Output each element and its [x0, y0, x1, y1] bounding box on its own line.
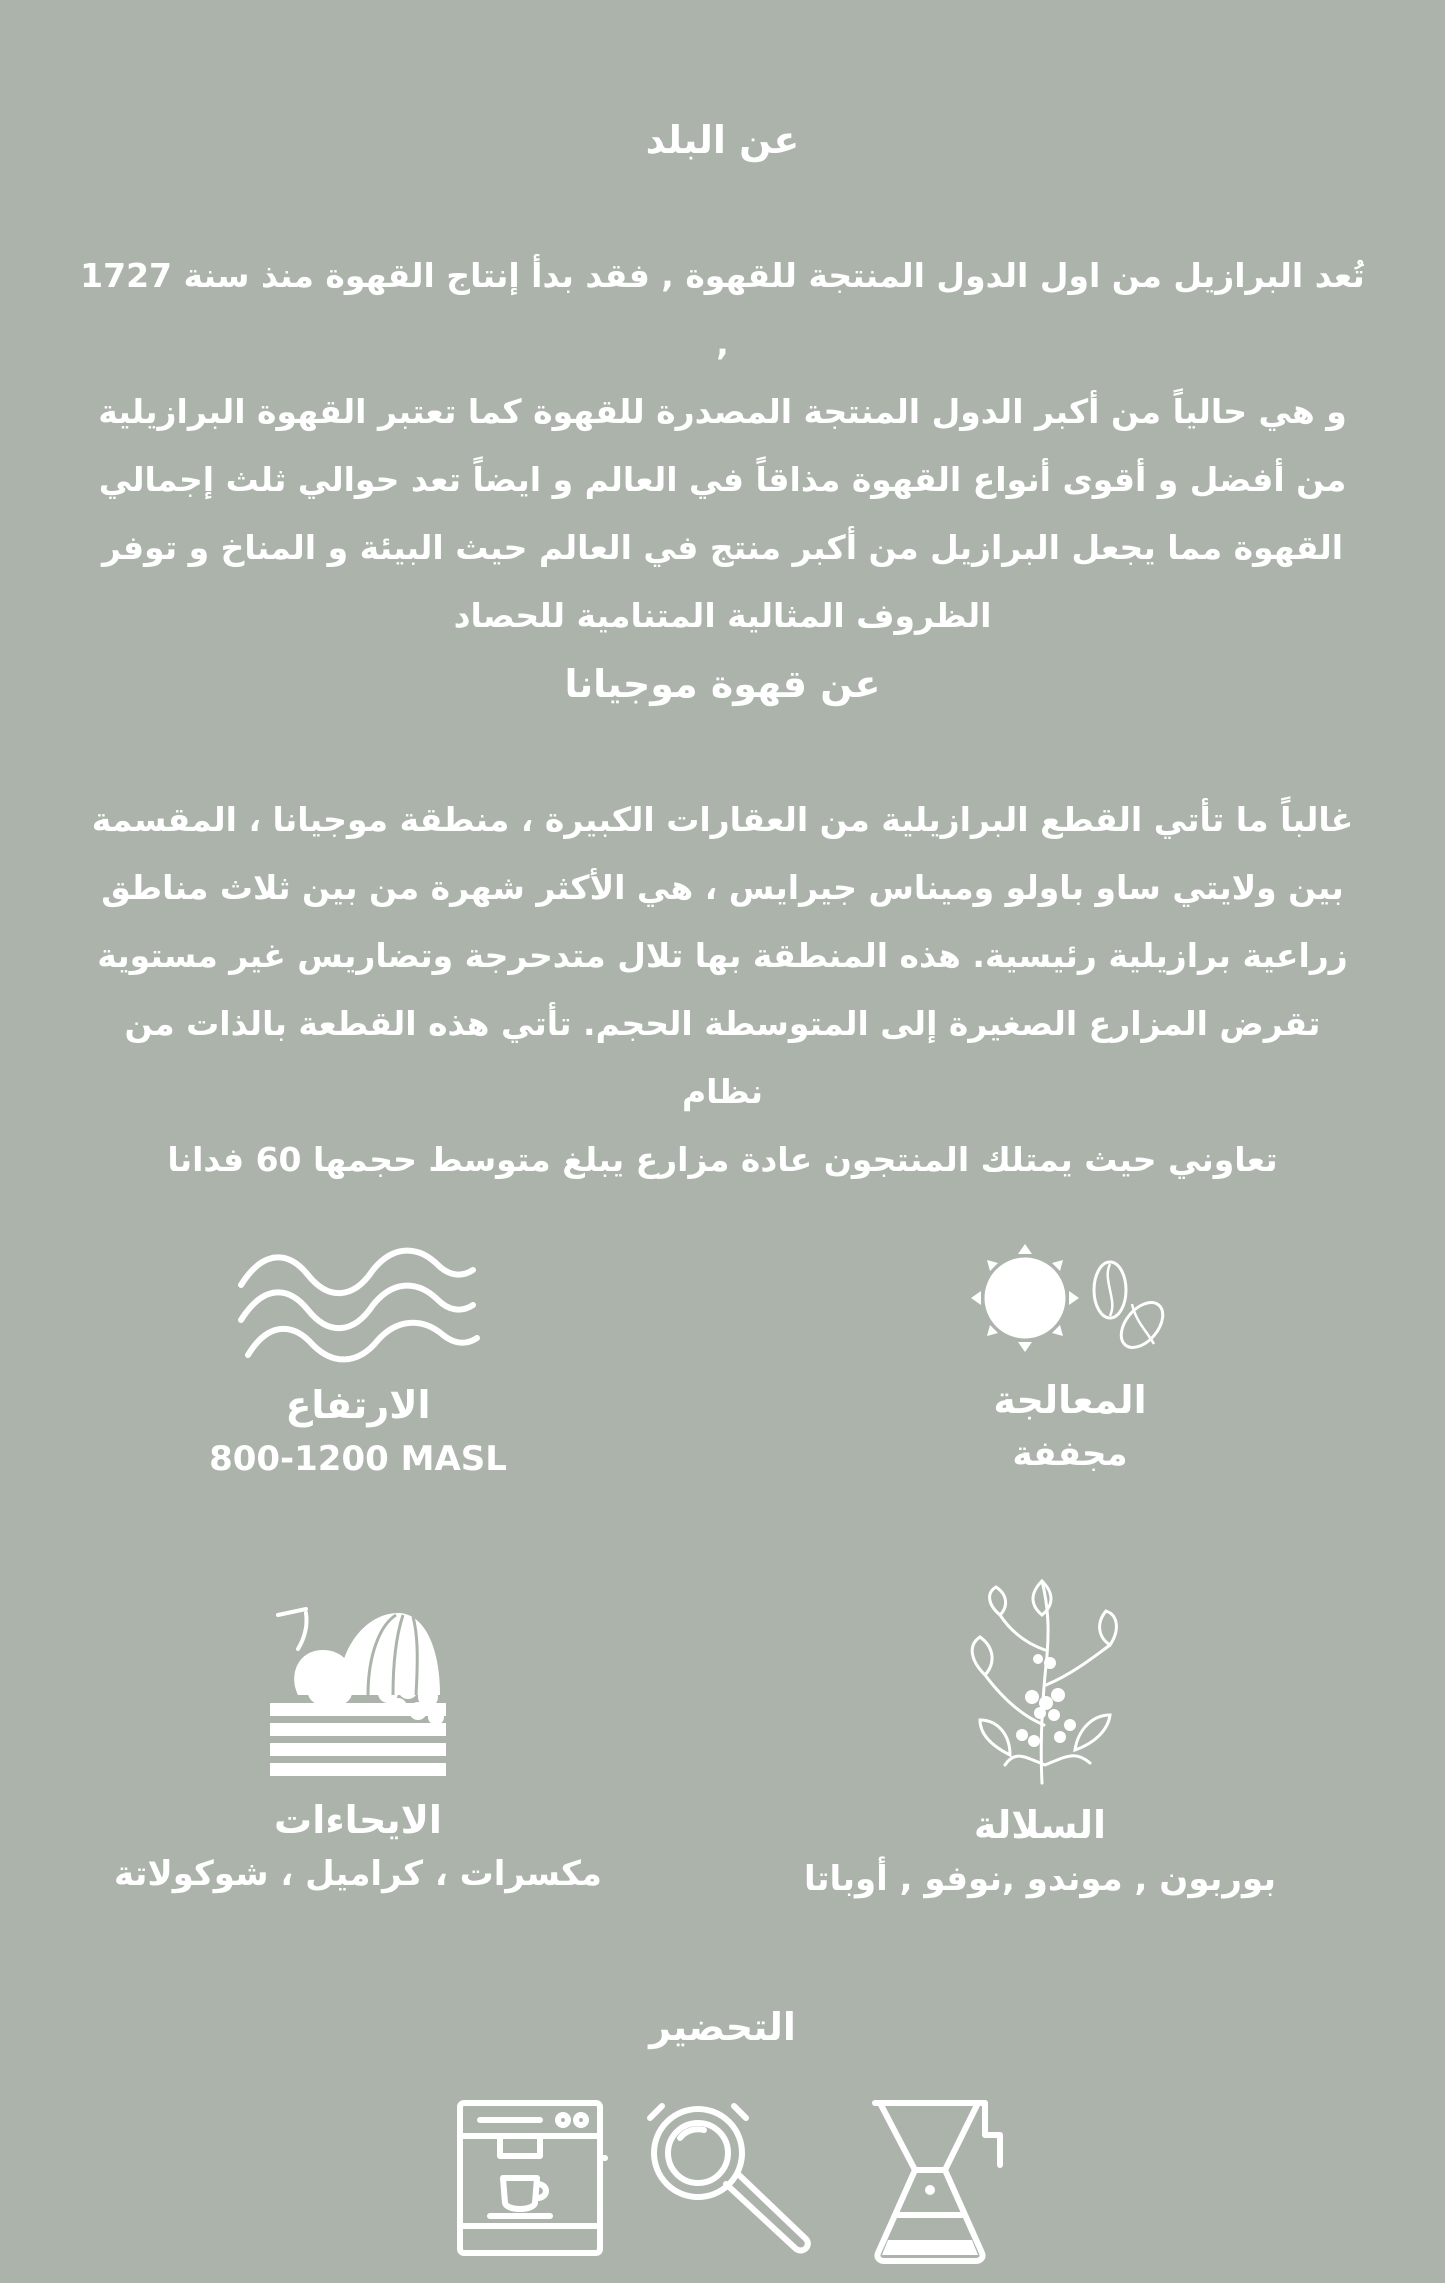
sun-coffee-beans-icon — [960, 1240, 1180, 1360]
variety-label: السلالة — [973, 1803, 1107, 1847]
country-line: القهوة مما يجعل البرازيل من أكبر منتج في العالم حيث البيئة و المناخ و توفر — [101, 528, 1344, 567]
notes-value: مكسرات ، كراميل ، شوكولاتة — [114, 1854, 602, 1894]
brewing-title: التحضير — [649, 2005, 796, 2049]
portafilter-icon — [640, 2098, 820, 2263]
waves-icon — [233, 1240, 483, 1365]
country-paragraph — [80, 242, 1365, 650]
country-line: من أفضل و أقوى أنواع القهوة مذاقاً في العالم و ايضاً تعد حوالي ثلث إجمالي — [98, 460, 1347, 499]
coffee-paragraph — [80, 786, 1365, 1194]
coffee-line: تعاوني حيث يمتلك المنتجون عادة مزارع يبلغ متوسط حجمها 60 فدانا — [167, 1140, 1278, 1179]
coffee-plant-icon — [950, 1575, 1130, 1785]
altitude-value: 800-1200 MASL — [209, 1439, 507, 1479]
fruit-basket-icon — [268, 1605, 448, 1780]
notes-label: الايحاءات — [274, 1798, 442, 1842]
coffee-line: غالباً ما تأتي القطع البرازيلية من العقارات الكبيرة ، منطقة موجيانا ، المقسمة — [91, 800, 1354, 839]
country-line: تُعد البرازيل من اول الدول المنتجة للقهوة , فقد بدأ إنتاج القهوة منذ سنة 1727 , — [80, 256, 1365, 363]
processing-value: مجففة — [1012, 1434, 1128, 1474]
altitude-label: الارتفاع — [285, 1383, 431, 1427]
notes-feature — [98, 1605, 618, 1894]
coffee-line: تقرض المزارع الصغيرة إلى المتوسطة الحجم. تأتي هذه القطعة بالذات من نظام — [124, 1004, 1321, 1111]
processing-label: المعالجة — [993, 1378, 1147, 1422]
country-line: الظروف المثالية المتنامية للحصاد — [453, 596, 992, 635]
country-line: و هي حالياً من أكبر الدول المنتجة المصدرة للقهوة كما تعتبر القهوة البرازيلية — [98, 392, 1347, 431]
country-title: عن البلد — [645, 118, 800, 162]
chemex-icon — [870, 2095, 1010, 2265]
variety-value: بوربون , موندو ,نوفو , أوباتا — [803, 1859, 1277, 1899]
espresso-machine-icon — [455, 2098, 610, 2258]
altitude-feature — [98, 1240, 618, 1479]
coffee-title: عن قهوة موجيانا — [564, 662, 881, 706]
coffee-line: زراعية برازيلية رئيسية. هذه المنطقة بها تلال متدحرجة وتضاريس غير مستوية — [97, 936, 1348, 975]
variety-feature — [780, 1575, 1300, 1899]
coffee-line: بين ولايتي ساو باولو وميناس جيرايس ، هي الأكثر شهرة من بين ثلاث مناطق — [101, 868, 1344, 907]
processing-feature — [810, 1240, 1330, 1474]
